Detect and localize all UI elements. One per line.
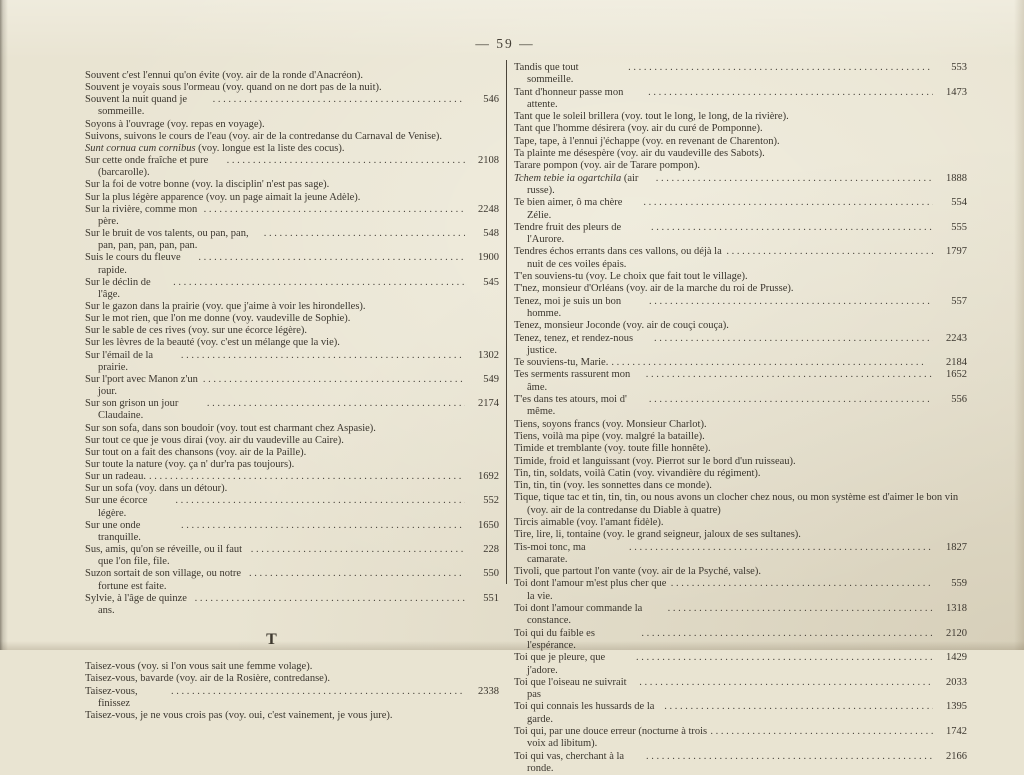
entry-text-italic: Tchem tebie ia ogartchila [514,172,622,184]
entry-text: Sur le bruit de vos talents, ou pan, pan, pan, pan, pan, pan, pan. [85,228,249,252]
entry-text: Toi qui du faible es l'espérance. [514,627,595,651]
dot-leader [146,471,465,483]
index-entry [85,374,499,398]
entry-number: 1429 [946,652,967,664]
entry-number: 1318 [946,603,967,615]
entry-text: Tire, lire, li, tontaine (voy. le grand seigneur, jaloux de ses sultanes). [514,529,801,541]
entry-number: 1692 [478,471,499,483]
index-entry [85,143,499,155]
index-entry [85,94,499,118]
entry-number: 557 [951,295,967,307]
index-entry [85,710,499,722]
entry-text: Sur le mot rien, que l'on me donne (voy. vaudeville de Sophie). [85,313,351,325]
index-entry [514,677,967,702]
entry-text: Tenez, tenez, et rendez-nous justice. [514,332,634,356]
entry-number: 1302 [478,349,499,361]
index-entry [85,252,499,276]
column-divider-rule [506,60,507,584]
entry-text: Sur la plus légère apparence (voy. un page aimait la jeune Adèle). [85,191,361,203]
index-entry [514,456,967,468]
entry-number: 2338 [478,685,499,697]
entry-number: 2120 [946,627,967,639]
entry-text: Taisez-vous, je ne vous crois pas (voy. oui, c'est vainement, je vous jure). [85,709,393,721]
entry-text: Tiens, soyons francs (voy. Monsieur Charlot). [514,418,707,430]
dot-leader [170,277,465,289]
index-entry-list-t [85,661,499,722]
index-entry [85,277,499,301]
entry-text: Tandis que tout sommeille. [514,62,579,86]
entry-number: 554 [951,197,967,209]
entry-text: Sur toute la nature (voy. ça n' dur'ra pas toujours). [85,459,295,470]
entry-text: Taisez-vous, finissez [85,685,138,709]
entry-text: Sus, amis, qu'on se réveille, ou il faut que l'on file, file. [85,544,243,568]
index-entry [85,70,499,82]
dot-leader [248,544,465,556]
entry-text: Toi dont l'amour m'est plus cher que la vie. [514,578,667,602]
index-entry [514,603,967,628]
index-entry [85,155,499,179]
dot-leader [626,542,933,554]
dot-leader [636,677,933,689]
index-entry-list-s [85,70,499,617]
entry-number: 2243 [946,332,967,344]
dot-leader [707,726,933,738]
entry-text: Tin, tin, tin (voy. les sonnettes dans ce monde). [514,480,712,492]
index-entry [514,542,967,567]
entry-number: 555 [951,221,967,233]
entry-text: Tiens, voilà ma pipe (voy. malgré la bataille). [514,430,705,442]
entry-text: Sur le sable de ces rives (voy. sur une écorce légère). [85,325,308,337]
section-heading-t: T [266,631,278,649]
index-entry [514,726,967,751]
entry-text: Taisez-vous, bavarde (voy. air de la Rosière, contredanse). [85,673,330,685]
index-entry [85,192,499,204]
index-entry [514,111,967,123]
index-entry [85,423,499,435]
entry-number: 1652 [946,369,967,381]
entry-text: Sur une écorce légère. [85,495,148,519]
entry-number: 1827 [946,541,967,553]
entry-text: T'nez, monsieur d'Orléans (voy. air de la marche du roi de Prusse). [514,283,794,295]
entry-text: Sur la rivière, comme mon père. [85,203,198,227]
entry-text-italic: Sunt cornua cum cornibus [85,142,196,154]
dot-leader [645,87,933,99]
entry-number: 559 [951,578,967,590]
entry-text: Tant que le soleil brillera (voy. tout le long, le long, de la rivière). [514,111,789,123]
entry-number: 549 [483,373,499,385]
entry-text: Sur un sofa (voy. dans un détour). [85,483,228,495]
dot-leader [646,296,933,308]
entry-text: Te bien aimer, ô ma chère Zélie. [514,197,623,221]
index-entry [85,350,499,374]
entry-number: 2174 [478,398,499,410]
index-entry [514,652,967,677]
dot-leader [653,173,933,185]
entry-text: Tes serments rassurent mon âme. [514,369,631,393]
dot-leader [201,204,465,216]
entry-text: Sur le gazon dans la prairie (voy. que j'aime à voir les hirondelles). [85,300,366,312]
dot-leader [625,62,933,74]
entry-number: 545 [483,276,499,288]
index-entry [85,520,499,544]
index-entry [514,566,967,578]
entry-text: Tape, tape, à l'ennui j'échappe (voy. en revenant de Charenton). [514,135,780,147]
index-entry [85,179,499,191]
entry-text: Souvent c'est l'ennui qu'on évite (voy. air de la ronde d'Anacréon). [85,70,364,81]
index-entry [85,459,499,471]
index-entry-list-right [514,62,967,775]
index-entry [514,701,967,726]
dot-leader [261,228,465,240]
entry-number: 1888 [946,172,967,184]
entry-text: Tenez, moi je suis un bon homme. [514,295,622,319]
entry-number: 550 [483,568,499,580]
dot-leader [643,369,933,381]
dot-leader [638,628,933,640]
index-entry [85,337,499,349]
index-entry [514,468,967,480]
entry-text: Tant d'honneur passe mon attente. [514,86,624,110]
index-entry [514,419,967,431]
entry-text: Timide et tremblante (voy. toute fille honnête). [514,443,711,455]
index-entry [514,320,967,332]
dot-leader [246,568,465,580]
index-entry [514,296,967,321]
entry-text: Tin, tin, soldats, voilà Catin (voy. vivandière du régiment). [514,467,761,479]
index-entry [514,369,967,394]
index-entry [514,283,967,295]
index-entry [514,751,967,775]
entry-number: 1797 [946,246,967,258]
index-entry [85,447,499,459]
entry-text: Toi qui vas, cherchant à la ronde. [514,750,625,774]
index-entry [514,136,967,148]
index-entry [514,246,967,271]
dot-leader [210,94,465,106]
entry-text: Toi qui connais les hussards de la garde. [514,701,655,725]
dot-leader [195,252,465,264]
dot-leader [668,578,933,590]
index-entry [85,119,499,131]
index-entry [514,160,967,172]
entry-text: Sylvie, à l'âge de quinze ans. [85,592,187,616]
index-entry [514,578,967,603]
index-entry [514,480,967,492]
entry-number: 2108 [478,155,499,167]
dot-leader [633,652,933,664]
entry-text: Souvent la nuit quand je sommeille. [85,94,188,118]
dot-leader [661,701,933,713]
entry-text: Tendres échos errants dans ces vallons, ou déjà la nuit de ces voiles épais. [514,246,722,270]
index-entry [85,661,499,673]
entry-text: Sur cette onde fraîche et pure (barcarolle). [85,155,209,179]
index-entry [85,82,499,94]
entry-number: 1900 [478,252,499,264]
entry-text: Toi que je pleure, que j'adore. [514,652,606,676]
index-entry [514,87,967,112]
index-entry [514,123,967,135]
index-entry [514,517,967,529]
index-entry [85,313,499,325]
entry-text: Toi dont l'amour commande la constance. [514,603,643,627]
entry-text: Sur une onde tranquille. [85,519,141,543]
index-entry [514,222,967,247]
page-number: — 59 — [475,36,535,51]
dot-leader [168,686,465,698]
entry-text: Soyons à l'ouvrage (voy. repas en voyage). [85,118,265,130]
entry-number: 1742 [946,726,967,738]
dot-leader [648,222,933,234]
dot-leader [651,333,933,345]
index-entry [514,431,967,443]
index-entry [514,492,967,517]
entry-text: Te souviens-tu, Marie. [514,357,609,369]
entry-number: 546 [483,94,499,106]
dot-leader [224,155,465,167]
entry-text: Tenez, monsieur Joconde (voy. air de couçi couça). [514,320,729,332]
entry-number: 553 [951,62,967,73]
index-entry [85,593,499,617]
entry-text: Suzon sortait de son village, ou notre fortune est faite. [85,568,242,592]
dot-leader [643,751,933,763]
index-entry [85,204,499,228]
entry-text: Tant que l'homme désirera (voy. air du curé de Pomponne). [514,123,763,135]
entry-text: T'en souviens-tu (voy. Le choix que fait tout le village). [514,271,748,283]
entry-text: Suivons, suivons le cours de l'eau (voy. air de la contredanse du Carnaval de Venise). [85,130,443,142]
entry-text: Tendre fruit des pleurs de l'Aurore. [514,221,622,246]
entry-text: Sunt cornua cum cornibus (voy. longue est la liste des cocus). [85,142,345,154]
index-entry [514,357,967,369]
dot-leader [723,246,933,258]
index-entry [514,529,967,541]
entry-text: Sur tout on a fait des chansons (voy. air de la Paille). [85,446,307,458]
entry-text: Tchem tebie ia ogartchila (air russe). [514,172,639,196]
index-entry [85,686,499,710]
index-entry [514,148,967,160]
index-entry [514,62,967,87]
index-entry [514,333,967,358]
left-column [85,70,499,722]
index-entry [514,197,967,222]
dot-leader [608,357,933,369]
index-entry [85,471,499,483]
entry-text: Tarare pompon (voy. air de Tarare pompon). [514,160,701,172]
index-entry [514,628,967,653]
dot-leader [204,398,465,410]
entry-number: 552 [483,495,499,507]
entry-text: Sur son grison un jour Claudaine. [85,398,179,422]
entry-text: Sur tout ce que je vous dirai (voy. air du vaudeville au Caire). [85,434,344,446]
dot-leader [665,603,933,615]
index-entry [514,443,967,455]
entry-text: Sur l'émail de la prairie. [85,349,154,373]
dot-leader [192,593,465,605]
entry-text: Toi que l'oiseau ne suivrait pas [514,676,627,701]
entry-number: 228 [483,544,499,556]
dot-leader [200,374,465,386]
index-entry [514,173,967,198]
entry-text: T'es dans tes atours, moi d' même. [514,394,627,418]
index-entry [85,301,499,313]
entry-number: 2166 [946,750,967,762]
index-entry [85,483,499,495]
entry-number: 1473 [946,86,967,98]
right-column [514,62,967,775]
entry-text: Sur la foi de votre bonne (voy. la disciplin' n'est pas sage). [85,179,330,191]
entry-text: Timide, froid et languissant (voy. Pierrot sur le bord d'un ruisseau). [514,455,796,467]
index-entry [85,325,499,337]
entry-text: Toi qui, par une douce erreur (nocturne à trois voix ad libitum). [514,726,708,750]
index-entry [85,398,499,422]
entry-number: 2184 [946,357,967,369]
index-entry [85,495,499,519]
entry-number: 548 [483,228,499,240]
entry-text: Tivoli, que partout l'on vante (voy. air de la Psyché, valse). [514,566,761,578]
entry-text: Tircis aimable (voy. l'amant fidèle). [514,516,664,528]
index-entry [85,131,499,143]
entry-text: Tis-moi tonc, ma camarate. [514,541,586,565]
index-entry [85,435,499,447]
index-entry [85,673,499,685]
dot-leader [178,350,465,362]
entry-number: 2033 [946,676,967,688]
index-entry [85,568,499,592]
entry-text: Sur l'port avec Manon z'un jour. [85,373,198,398]
entry-text: Taisez-vous (voy. si l'on vous sait une femme volage). [85,661,313,673]
entry-text: Sur un radeau. [85,471,146,483]
index-entry [85,544,499,568]
entry-text: Suis le cours du fleuve rapide. [85,252,181,276]
dot-leader [178,520,465,532]
entry-text: Sur les lèvres de la beauté (voy. c'est un mélange que la vie). [85,337,340,349]
entry-text: Tique, tique tac et tin, tin, tin, ou nous avons un clocher chez nous, ou mon système est d'aimer le bon vin (voy. air de la contredanse du Diable à quatre) [514,492,959,516]
entry-text: Souvent je voyais sous l'ormeau (voy. quand on ne dort pas de la nuit). [85,82,382,94]
dot-leader [646,394,933,406]
entry-number: 1650 [478,519,499,531]
entry-number: 551 [483,592,499,604]
entry-number: 556 [951,394,967,406]
entry-number: 1395 [946,701,967,713]
index-entry [85,228,499,252]
entry-number: 2248 [478,203,499,215]
entry-text: Ta plainte me désespère (voy. air du vaudeville des Sabots). [514,148,765,160]
dot-leader [640,197,933,209]
entry-text: Sur son sofa, dans son boudoir (voy. tout est charmant chez Aspasie). [85,422,376,434]
entry-text: Sur le déclin de l'âge. [85,276,151,300]
index-entry [514,271,967,283]
dot-leader [172,495,465,507]
index-entry [514,394,967,419]
